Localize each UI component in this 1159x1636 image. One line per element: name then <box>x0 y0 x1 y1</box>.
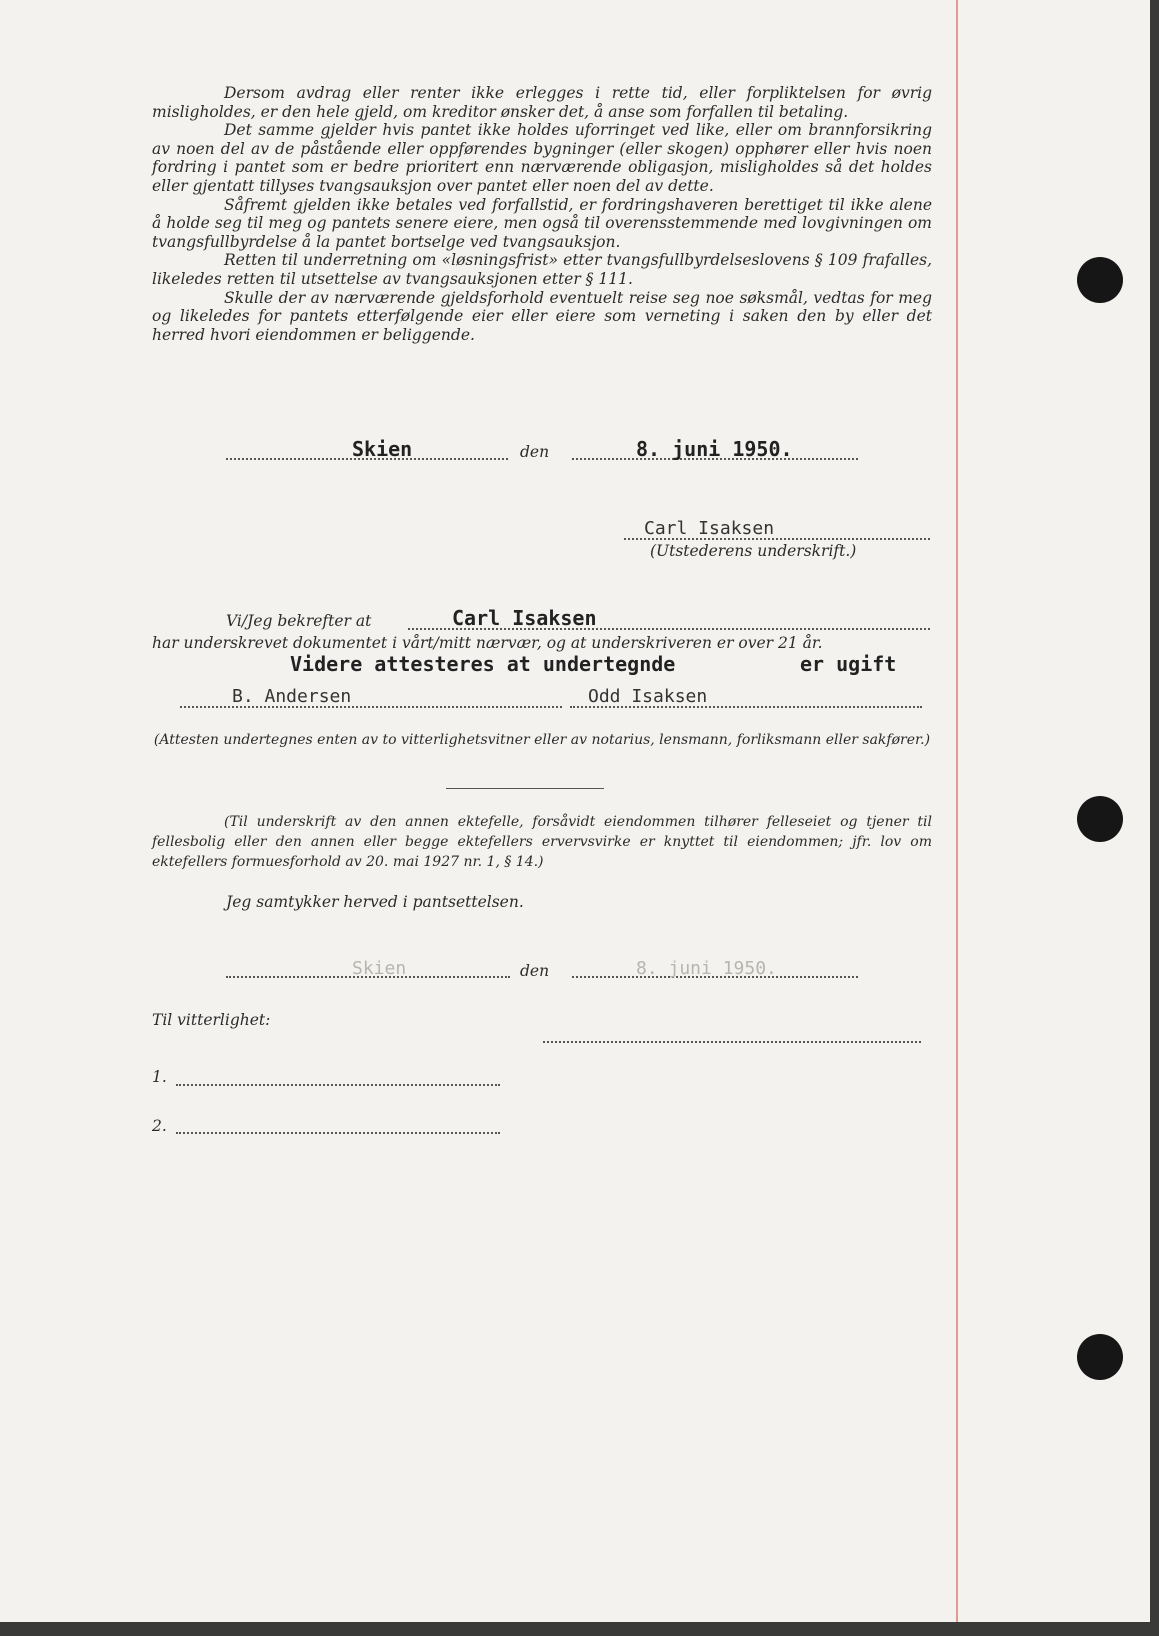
confirm-prefix: Vi/Jeg bekrefter at <box>226 612 372 630</box>
issuer-caption: (Utstederens underskrift.) <box>650 542 857 560</box>
witness-number-2: 2. <box>152 1117 167 1135</box>
paragraph-notice: Retten til underretning om «løsningsfrist» etter tvangsfullbyrdelseslovens § 109 frafalles, likeledes retten til utsettelse av tvangsauksjonen etter § 111. <box>152 251 932 288</box>
witness-name-2: Odd Isaksen <box>588 686 708 707</box>
attest-note-text: (Attesten undertegnes enten av to vitterlighetsvitner eller av notarius, lensmann, forliksmann eller sakfører.) <box>153 732 931 748</box>
witness-sign-line-2 <box>176 1132 500 1134</box>
place-value-2: Skien <box>352 958 407 979</box>
witness-heading: Til vitterlighet: <box>152 1011 271 1029</box>
confirm-name: Carl Isaksen <box>452 606 597 630</box>
punch-hole-icon <box>1077 796 1123 842</box>
terms-text <box>152 84 932 344</box>
date-value: 8. juni 1950. <box>636 437 793 461</box>
paragraph-default: Dersom avdrag eller renter ikke erlegges i rette tid, eller forpliktelsen for øvrig misligholdes, er den hele gjeld, om kreditor ønsker det, å anse som forfallen til betaling. <box>152 84 932 121</box>
witness-number-1: 1. <box>152 1068 167 1086</box>
paragraph-security: Det samme gjelder hvis pantet ikke holdes uforringet ved like, eller om brannforsikring av noen del av de påstående eller oppførendes bygninger (eller skogen) opphører eller hvis noen fordring i pantet som er bedre prioritert enn nærværende obligasjon, misligholdes så det holdes eller gjentatt tillyses tvangsauksjon over pantet eller noen del av dette. <box>152 121 932 195</box>
separator-rule <box>446 788 604 789</box>
red-margin-line <box>956 0 958 1622</box>
issuer-line <box>624 538 930 540</box>
attest-note <box>152 730 932 750</box>
typed-attest: Videre attesteres at undertegnde <box>290 652 676 676</box>
spouse-note-text: (Til underskrift av den annen ektefelle, forsåvidt eiendommen tilhører felleseiet og tjener til fellesbolig eller den annen eller begge ektefellers ervervsvirke er knyttet til eiendommen; jfr. lov om ektefellers formuesforhold av 20. mai 1927 nr. 1, § 14.) <box>152 814 932 870</box>
den-label-2: den <box>520 962 550 980</box>
spouse-signature-line <box>543 1041 921 1043</box>
paragraph-due: Såfremt gjelden ikke betales ved forfallstid, er fordringshaveren berettiget til ikke alene å holde seg til meg og pantets senere eiere, men også til overensstemmende med lovgivningen om tvangsfullbyrdelse å la pantet bortselge ved tvangsauksjon. <box>152 195 932 251</box>
punch-hole-icon <box>1077 1334 1123 1380</box>
witness-name-1: B. Andersen <box>232 686 352 707</box>
confirm-statement: har underskrevet dokumentet i vårt/mitt nærvær, og at underskriveren er over 21 år. <box>152 634 823 652</box>
witness-sign-line-1 <box>176 1084 500 1086</box>
den-label: den <box>520 443 550 461</box>
issuer-signature: Carl Isaksen <box>644 518 775 539</box>
typed-status: er ugift <box>800 652 897 676</box>
place-value: Skien <box>352 437 413 461</box>
punch-hole-icon <box>1077 257 1123 303</box>
spouse-note <box>152 812 932 872</box>
paragraph-venue: Skulle der av nærværende gjeldsforhold eventuelt reise seg noe søksmål, vedtas for meg og likeledes for pantets etterfølgende eier eller eiere som verneting i saken den by eller det herred hvori eiendommen er beliggende. <box>152 288 932 344</box>
date-value-2: 8. juni 1950. <box>636 958 777 979</box>
consent-text: Jeg samtykker herved i pantsettelsen. <box>226 893 524 911</box>
